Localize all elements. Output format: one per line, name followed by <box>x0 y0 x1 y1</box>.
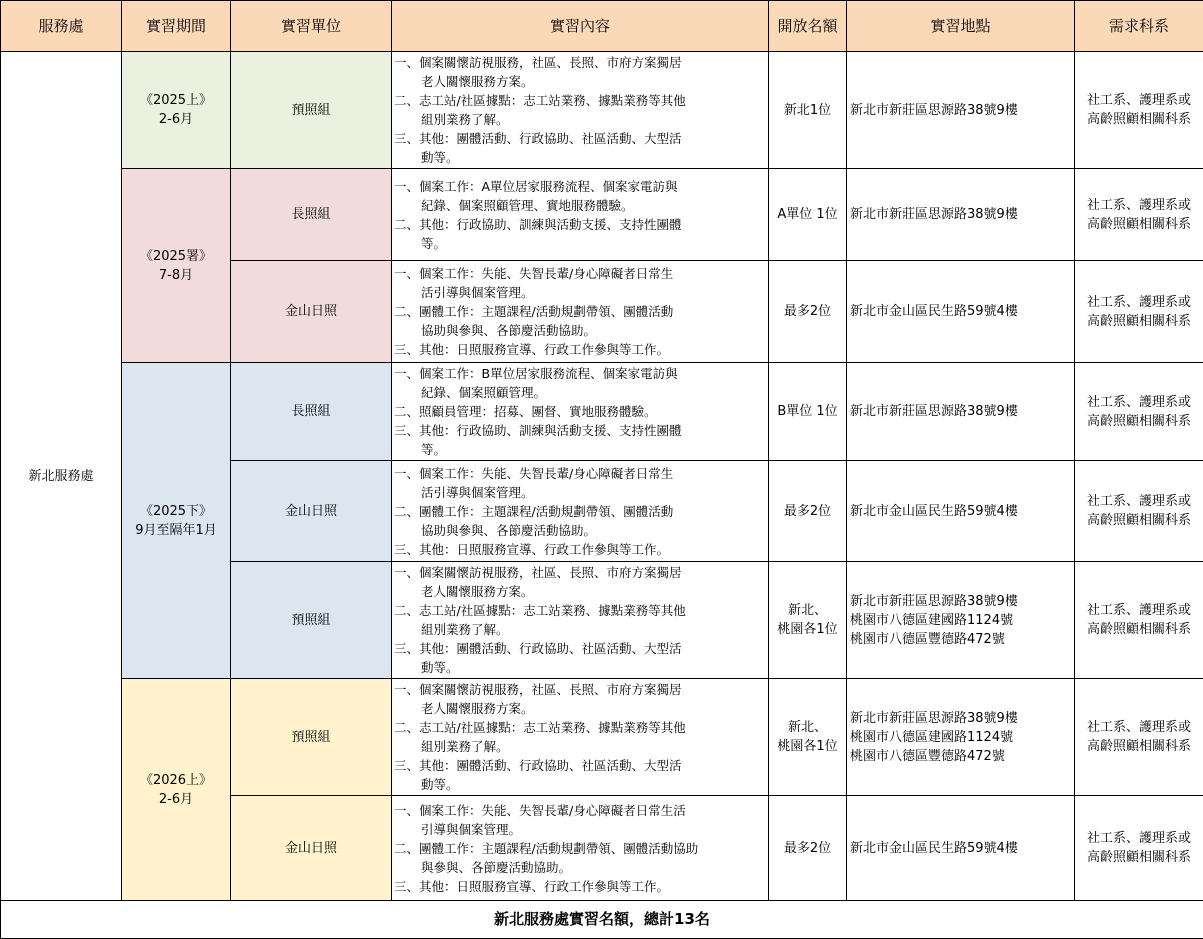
location-line: 新北市新莊區思源路38號9樓 <box>850 102 1018 118</box>
content-cell <box>392 363 769 461</box>
unit-cell: 長照組 <box>231 363 392 461</box>
location-line: 桃園市八德區豐德路472號 <box>850 748 1005 764</box>
unit-cell: 預照組 <box>231 679 392 796</box>
unit-cell: 金山日照 <box>231 261 392 363</box>
dept-line: 社工系、護理系或 <box>1086 603 1191 618</box>
content-line: 組別業務了解。 <box>421 622 509 637</box>
quota-cell <box>769 363 847 461</box>
quota-cell <box>769 796 847 901</box>
quota-cell <box>769 169 847 261</box>
content-line: 二、照顧員管理：招募、團督、實地服務體驗。 <box>394 404 657 419</box>
location-line: 新北市新莊區思源路38號9樓 <box>850 593 1018 609</box>
content-line: 動等。 <box>421 660 459 675</box>
unit-cell: 金山日照 <box>231 796 392 901</box>
office-name: 新北服務處 <box>1 52 122 901</box>
dept-line: 社工系、護理系或 <box>1086 294 1191 310</box>
location-cell <box>847 796 1075 901</box>
content-line: 紀錄、個案照顧管理、實地服務體驗。 <box>421 197 634 213</box>
unit-cell: 長照組 <box>231 169 392 261</box>
content-line: 一、個案工作：失能、失智長輩/身心障礙者日常生活 <box>394 802 686 818</box>
content-line: 與參與、各節慶活動協助。 <box>421 859 572 875</box>
content-line: 組別業務了解。 <box>421 112 509 127</box>
dept-line: 社工系、護理系或 <box>1086 831 1191 846</box>
header-unit: 實習單位 <box>231 1 392 52</box>
dept-cell <box>1075 261 1203 363</box>
period-label: 《2025上》 <box>139 93 213 108</box>
content-line: 一、個案關懷訪視服務，社區、長照、市府方案獨居 <box>394 55 682 70</box>
dept-line: 社工系、護理系或 <box>1086 720 1191 735</box>
location-cell <box>847 461 1075 562</box>
period-months: 7-8月 <box>158 267 194 283</box>
period-label: 《2026上》 <box>139 772 213 788</box>
content-cell <box>392 679 769 796</box>
location-cell <box>847 363 1075 461</box>
header-content: 實習內容 <box>392 1 769 52</box>
content-line: 二、團體工作：主題課程/活動規劃帶領、團體活動 <box>394 304 674 319</box>
period-months: 2-6月 <box>158 112 194 127</box>
content-line: 一、個案工作：B單位居家服務流程、個案家電訪與 <box>394 366 678 381</box>
period-2026-first-half <box>122 679 231 901</box>
content-line: 三、其他：行政協助、訓練與活動支援、支持性團體 <box>394 423 682 438</box>
period-2025-first-half <box>122 52 231 169</box>
location-cell <box>847 52 1075 169</box>
quota-line: A單位 1位 <box>777 207 838 222</box>
dept-line: 高齡照顧相關科系 <box>1086 216 1191 232</box>
dept-line: 高齡照顧相關科系 <box>1086 850 1191 865</box>
content-cell <box>392 461 769 562</box>
content-line: 三、其他：團體活動、行政協助、社區活動、大型活 <box>394 758 682 773</box>
location-cell <box>847 169 1075 261</box>
header-dept: 需求科系 <box>1075 1 1203 52</box>
location-cell <box>847 679 1075 796</box>
content-line: 協助與參與、各節慶活動協助。 <box>421 522 597 538</box>
content-line: 三、其他：日照服務宣導、行政工作參與等工作。 <box>394 541 670 557</box>
dept-line: 社工系、護理系或 <box>1086 197 1191 213</box>
content-cell <box>392 796 769 901</box>
header-location: 實習地點 <box>847 1 1075 52</box>
content-line: 動等。 <box>421 777 459 792</box>
quota-line: 最多2位 <box>783 840 832 856</box>
quota-line: 最多2位 <box>783 503 832 519</box>
dept-line: 社工系、護理系或 <box>1086 93 1191 108</box>
content-line: 二、志工站/社區據點：志工站業務、據點業務等其他 <box>394 720 686 735</box>
content-line: 一、個案工作：A單位居家服務流程、個案家電訪與 <box>394 178 678 194</box>
total-quota-footer: 新北服務處實習名額，總計13名 <box>1 901 1203 939</box>
content-line: 一、個案關懷訪視服務，社區、長照、市府方案獨居 <box>394 682 682 697</box>
content-line: 三、其他：日照服務宣導、行政工作參與等工作。 <box>394 878 670 894</box>
quota-line: 最多2位 <box>783 304 832 319</box>
content-line: 組別業務了解。 <box>421 739 509 754</box>
quota-cell <box>769 261 847 363</box>
header-office: 服務處 <box>1 1 122 52</box>
dept-line: 高齡照顧相關科系 <box>1086 622 1191 637</box>
location-line: 新北市新莊區思源路38號9樓 <box>850 207 1018 222</box>
content-line: 等。 <box>421 235 447 251</box>
dept-cell <box>1075 363 1203 461</box>
period-2025-second-half <box>122 363 231 679</box>
content-line: 老人關懷服務方案。 <box>421 584 534 599</box>
location-line: 新北市金山區民生路59號4樓 <box>850 503 1018 519</box>
quota-line: 新北、 <box>787 603 827 618</box>
location-line: 新北市金山區民生路59號4樓 <box>850 840 1018 856</box>
location-line: 新北市新莊區思源路38號9樓 <box>850 404 1018 419</box>
content-cell <box>392 169 769 261</box>
dept-line: 高齡照顧相關科系 <box>1086 413 1191 429</box>
header-quota: 開放名額 <box>769 1 847 52</box>
unit-cell: 預照組 <box>231 562 392 679</box>
content-line: 一、個案關懷訪視服務，社區、長照、市府方案獨居 <box>394 565 682 580</box>
header-period: 實習期間 <box>122 1 231 52</box>
quota-line: B單位 1位 <box>777 404 838 419</box>
content-line: 紀錄、個案照顧管理。 <box>421 385 547 400</box>
dept-cell <box>1075 796 1203 901</box>
location-line: 新北市新莊區思源路38號9樓 <box>850 710 1018 726</box>
dept-cell <box>1075 679 1203 796</box>
content-line: 三、其他：團體活動、行政協助、社區活動、大型活 <box>394 131 682 146</box>
dept-cell <box>1075 562 1203 679</box>
content-line: 活引導與個案管理。 <box>421 285 534 300</box>
location-line: 新北市金山區民生路59號4樓 <box>850 304 1018 319</box>
content-line: 引導與個案管理。 <box>421 821 522 837</box>
quota-line: 新北1位 <box>783 102 832 118</box>
content-line: 二、團體工作：主題課程/活動規劃帶領、團體活動協助 <box>394 840 699 856</box>
quota-cell <box>769 461 847 562</box>
quota-cell <box>769 679 847 796</box>
dept-cell <box>1075 169 1203 261</box>
location-line: 桃園市八德區建國路1124號 <box>850 612 1014 628</box>
content-line: 三、其他：日照服務宣導、行政工作參與等工作。 <box>394 342 670 357</box>
unit-cell: 預照組 <box>231 52 392 169</box>
period-months: 9月至隔年1月 <box>135 522 217 538</box>
content-line: 協助與參與、各節慶活動協助。 <box>421 323 597 338</box>
content-line: 二、志工站/社區據點：志工站業務、據點業務等其他 <box>394 93 686 108</box>
content-line: 活引導與個案管理。 <box>421 484 534 500</box>
period-months: 2-6月 <box>158 791 194 807</box>
dept-cell <box>1075 461 1203 562</box>
period-2025-summer <box>122 169 231 363</box>
content-line: 二、志工站/社區據點：志工站業務、據點業務等其他 <box>394 603 686 618</box>
location-cell <box>847 562 1075 679</box>
period-label: 《2025下》 <box>139 503 213 519</box>
content-line: 動等。 <box>421 150 459 165</box>
unit-cell: 金山日照 <box>231 461 392 562</box>
quota-line: 新北、 <box>787 720 827 735</box>
quota-cell <box>769 52 847 169</box>
quota-line: 桃園各1位 <box>777 739 838 754</box>
dept-line: 高齡照顧相關科系 <box>1086 313 1191 329</box>
quota-cell <box>769 562 847 679</box>
dept-line: 高齡照顧相關科系 <box>1086 112 1191 127</box>
dept-line: 社工系、護理系或 <box>1086 494 1191 509</box>
location-line: 桃園市八德區建國路1124號 <box>850 729 1014 745</box>
content-cell <box>392 562 769 679</box>
content-line: 三、其他：團體活動、行政協助、社區活動、大型活 <box>394 641 682 656</box>
dept-cell <box>1075 52 1203 169</box>
content-line: 一、個案工作：失能、失智長輩/身心障礙者日常生 <box>394 465 674 481</box>
content-line: 老人關懷服務方案。 <box>421 701 534 716</box>
dept-line: 社工系、護理系或 <box>1086 394 1191 410</box>
location-cell <box>847 261 1075 363</box>
period-label: 《2025署》 <box>139 248 213 264</box>
content-line: 等。 <box>421 442 447 457</box>
quota-line: 桃園各1位 <box>777 622 838 637</box>
content-cell <box>392 52 769 169</box>
content-line: 老人關懷服務方案。 <box>421 74 534 89</box>
dept-line: 高齡照顧相關科系 <box>1086 739 1191 754</box>
content-line: 一、個案工作：失能、失智長輩/身心障礙者日常生 <box>394 266 674 281</box>
content-cell <box>392 261 769 363</box>
location-line: 桃園市八德區豐德路472號 <box>850 631 1005 647</box>
content-line: 二、團體工作：主題課程/活動規劃帶領、團體活動 <box>394 503 674 519</box>
content-line: 二、其他：行政協助、訓練與活動支援、支持性團體 <box>394 216 682 232</box>
dept-line: 高齡照顧相關科系 <box>1086 513 1191 528</box>
